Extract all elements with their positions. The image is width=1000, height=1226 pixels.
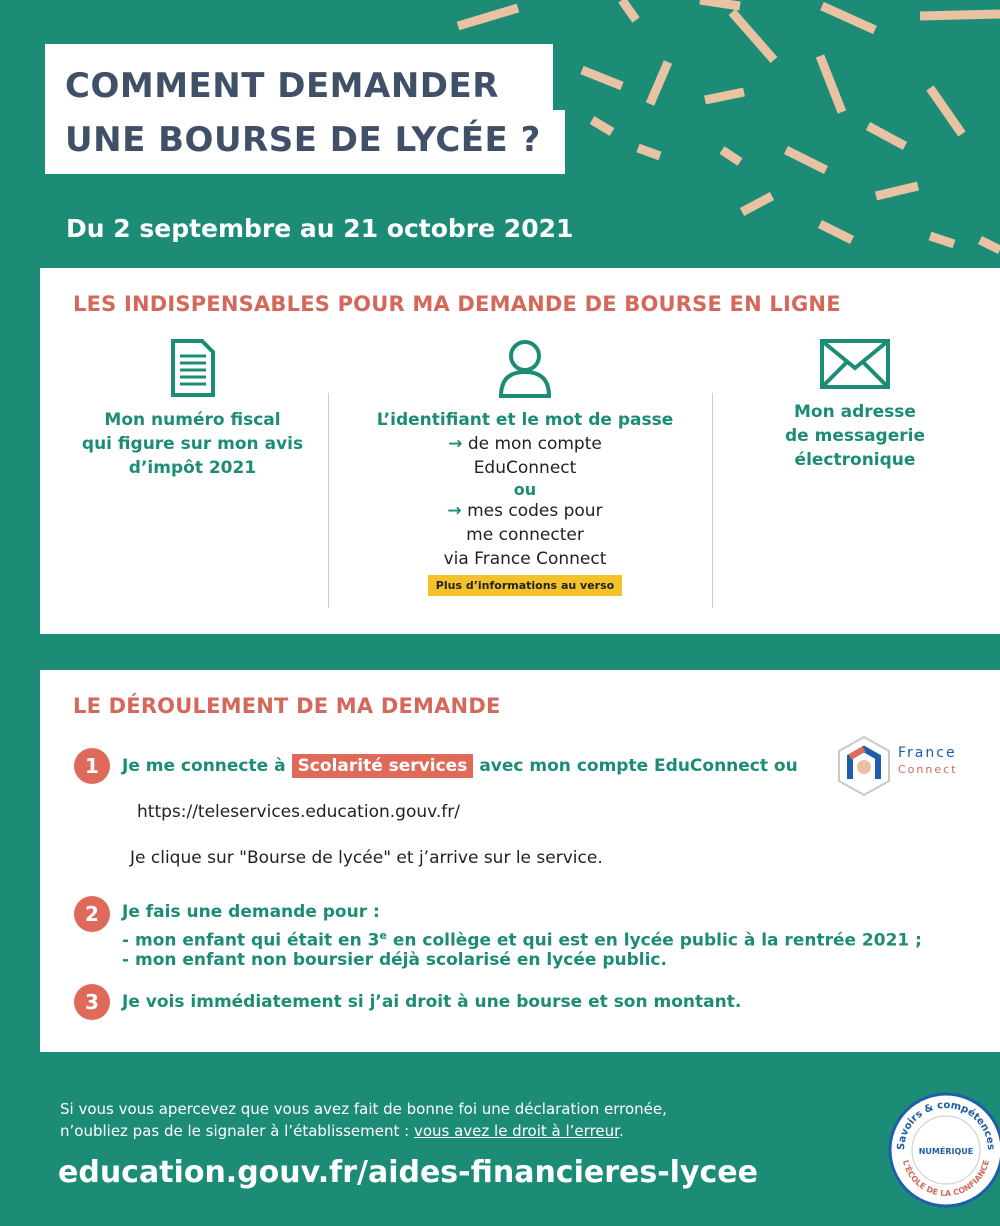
step-2-line2-b: en collège et qui est en lycée public à la rentrée 2021 ; [386,930,922,951]
step-2-line2-a: - mon enfant qui était en 3 [122,930,380,951]
page-title-line1: COMMENT DEMANDER [65,66,499,106]
seal-top-text: Savoirs & compétences [895,1099,997,1151]
column-divider [712,393,713,608]
document-icon [170,338,216,398]
credentials-option-2 [340,499,710,523]
option2-line3: via France Connect [443,549,607,569]
step-1-before: Je me connecte à [122,756,286,776]
step-3-text: Je vois immédiatement si j’ai droit à une bourse et son montant. [122,992,742,1012]
france-connect-line2: Connect [898,763,958,776]
step-1-after: avec mon compte EduConnect ou [479,756,798,776]
step-2-line3: - mon enfant non boursier déjà scolarisé en lycée public. [122,950,667,970]
credentials-option-1 [340,432,710,456]
seal-bottom-text: L'ÉCOLE DE LA CONFIANCE [900,1159,992,1199]
france-connect-logo [836,735,976,797]
notice-line2-text: n’oubliez pas de le signaler à l’établissement : [60,1122,414,1140]
teleservices-url: https://teleservices.education.gouv.fr/ [137,802,460,822]
step-1-note: Je clique sur "Bourse de lycée" et j’arrive sur le service. [130,848,603,868]
fiscal-line-1: Mon numéro fiscal [104,410,281,430]
email-line-1: Mon adresse [794,402,916,422]
process-heading: LE DÉROULEMENT DE MA DEMANDE [73,694,501,718]
notice-end: . [618,1122,624,1140]
date-range: Du 2 septembre au 21 octobre 2021 [66,214,574,243]
option1-line1: de mon compte [467,434,602,454]
step-2-line1: Je fais une demande pour : [122,902,380,922]
fiscal-line-3: d’impôt 2021 [128,458,257,478]
option1-line2: EduConnect [473,458,577,478]
ecole-confiance-seal [886,1090,1000,1208]
email-line-2: de messagerie [784,426,925,446]
or-separator: ou [513,480,537,499]
footer-url[interactable]: education.gouv.fr/aides-financieres-lycee [58,1155,758,1190]
step-1-text [122,754,798,778]
right-to-error-link[interactable]: vous avez le droit à l’erreur [413,1122,619,1140]
page-title-line2: UNE BOURSE DE LYCÉE ? [65,120,541,160]
essentials-card [40,268,1000,634]
step-1-number: 1 [74,748,110,784]
essentials-credentials [340,338,710,596]
column-divider [328,393,329,608]
step-2-number: 2 [74,896,110,932]
option2-line2: me connecter [466,525,584,545]
arrow-right-icon: → [447,501,462,521]
notice-line2 [60,1120,820,1142]
credentials-title: L’identifiant et le mot de passe [376,410,674,430]
scolarite-services-badge: Scolarité services [292,754,474,778]
title-box-line1 [45,44,553,116]
more-info-badge: Plus d’informations au verso [428,575,622,596]
essentials-email [745,338,965,472]
envelope-icon [819,338,891,390]
seal-center-text: NUMÉRIQUE [918,1147,974,1156]
step-2-line2-sup: e [379,929,387,942]
user-icon [497,338,553,398]
error-notice [60,1098,820,1142]
essentials-fiscal-number [70,338,315,480]
email-line-3: électronique [794,450,916,470]
france-connect-line1: France [898,745,957,761]
essentials-heading: LES INDISPENSABLES POUR MA DEMANDE DE BOURSE EN LIGNE [73,292,841,316]
process-card [40,670,1000,1052]
arrow-right-icon: → [448,434,463,454]
notice-line1: Si vous vous apercevez que vous avez fait de bonne foi une déclaration erronée, [60,1100,667,1118]
france-connect-icon [836,735,892,797]
option2-line1: mes codes pour [467,501,603,521]
fiscal-line-2: qui figure sur mon avis [81,434,304,454]
title-box-line2 [45,110,565,174]
step-3-number: 3 [74,984,110,1020]
